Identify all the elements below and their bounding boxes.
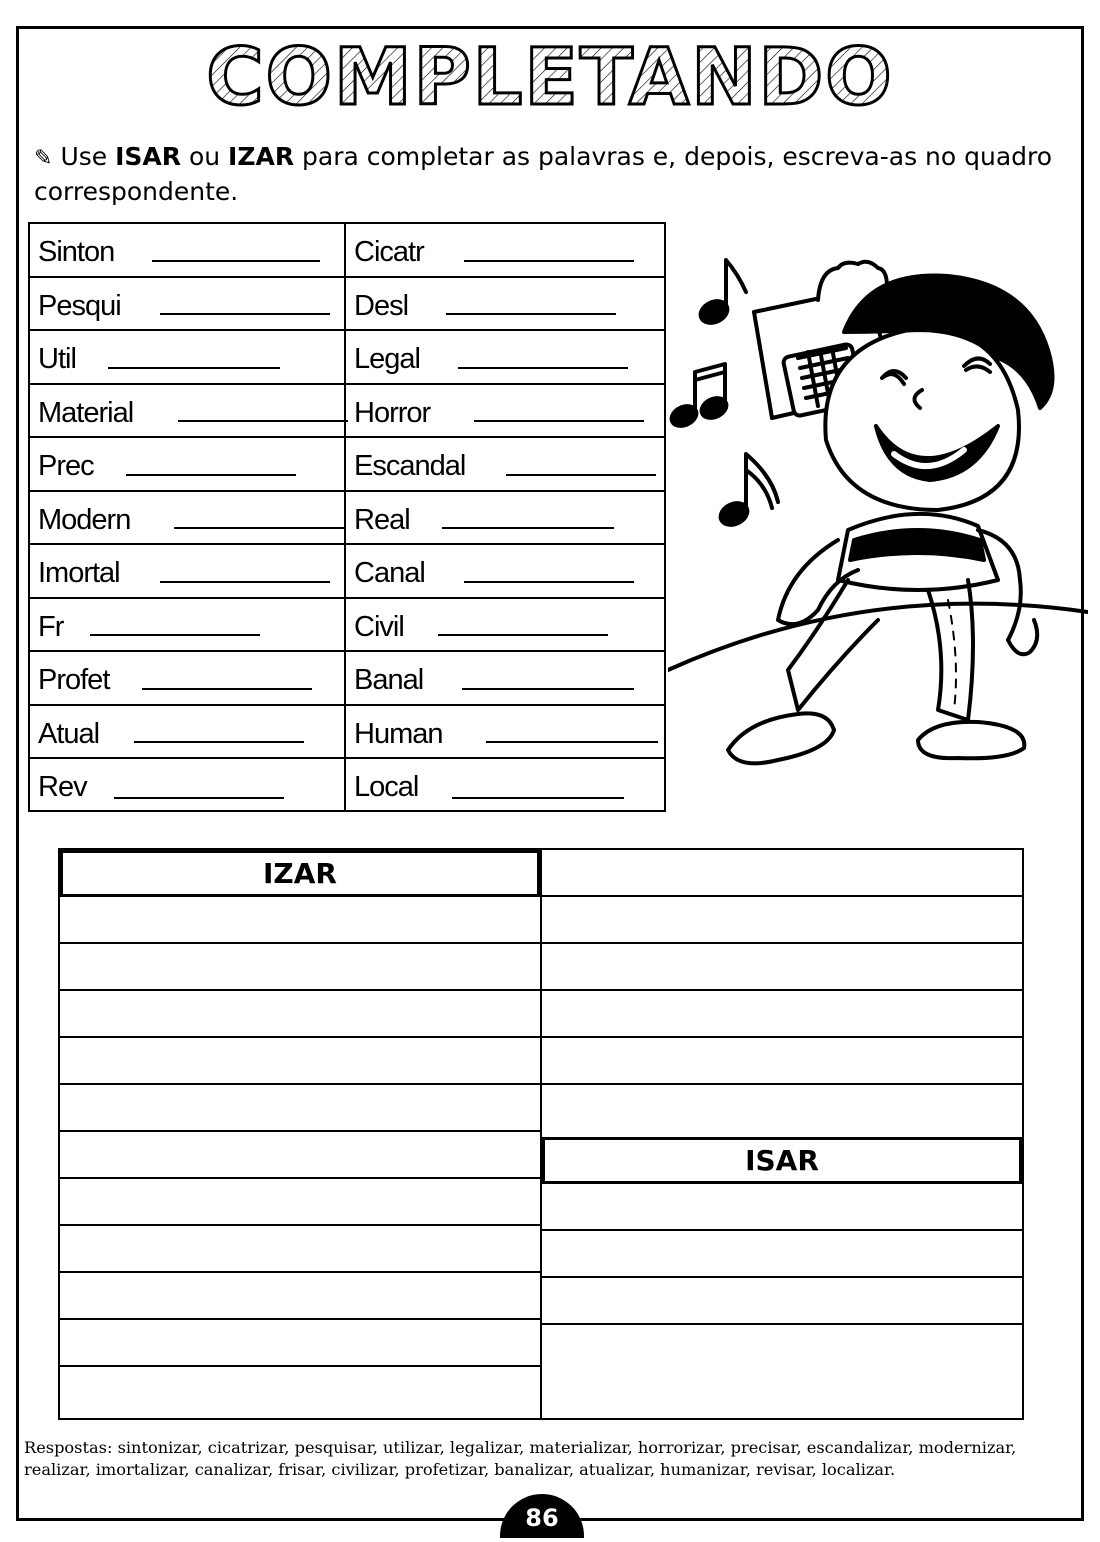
pencil-icon: ✎ <box>34 146 53 171</box>
word-row <box>30 492 344 546</box>
word-column-right <box>346 224 664 810</box>
page-title <box>200 30 900 120</box>
word-blank[interactable] <box>174 527 346 529</box>
word-stem: Atual <box>38 717 100 750</box>
word-stem: Modern <box>38 503 131 536</box>
word-row <box>30 652 344 706</box>
write-line[interactable] <box>542 991 1022 1038</box>
word-stem: Fr <box>38 610 64 643</box>
word-row <box>30 331 344 385</box>
svg-text:COMPLETANDO: COMPLETANDO <box>206 33 894 120</box>
write-line[interactable] <box>60 991 540 1038</box>
izar-column <box>60 850 542 1418</box>
word-blank[interactable] <box>452 797 624 799</box>
word-blank[interactable] <box>114 797 284 799</box>
word-row <box>30 224 344 278</box>
answers-label: Respostas: <box>24 1438 113 1457</box>
word-stem: Profet <box>38 664 110 696</box>
write-line[interactable] <box>60 1038 540 1085</box>
word-stem: Util <box>38 343 76 375</box>
word-stem: Canal <box>354 557 425 589</box>
word-blank[interactable] <box>134 741 304 743</box>
word-stem: Prec <box>38 450 94 482</box>
write-line[interactable] <box>60 1132 540 1179</box>
word-stem: Banal <box>354 664 424 696</box>
write-line[interactable] <box>60 1320 540 1367</box>
write-line[interactable] <box>60 1179 540 1226</box>
word-stem: Human <box>354 717 443 750</box>
word-blank[interactable] <box>486 741 658 743</box>
write-line[interactable] <box>542 897 1022 944</box>
word-blank[interactable] <box>160 581 330 583</box>
write-line[interactable] <box>60 944 540 991</box>
word-stem: Desl <box>354 289 409 322</box>
word-completion-table <box>28 222 666 812</box>
word-stem: Rev <box>38 771 87 803</box>
word-row <box>346 759 664 813</box>
write-line[interactable] <box>542 1184 1022 1231</box>
word-row <box>30 545 344 599</box>
word-blank[interactable] <box>142 688 312 690</box>
word-row <box>30 438 344 492</box>
isar-header: ISAR <box>542 1137 1022 1184</box>
word-row <box>346 224 664 278</box>
word-stem: Material <box>38 396 134 429</box>
word-blank[interactable] <box>506 474 656 476</box>
word-row <box>346 652 664 706</box>
write-line[interactable] <box>60 1226 540 1273</box>
page-number: 86 <box>500 1494 584 1538</box>
word-row <box>346 599 664 653</box>
write-line[interactable] <box>542 1038 1022 1085</box>
word-row <box>30 759 344 813</box>
word-stem: Local <box>354 771 419 803</box>
write-line[interactable] <box>542 1085 1022 1137</box>
word-row <box>30 385 344 439</box>
word-blank[interactable] <box>462 688 634 690</box>
word-row <box>30 706 344 760</box>
word-blank[interactable] <box>90 634 260 636</box>
word-row <box>346 438 664 492</box>
word-stem: Imortal <box>38 557 120 589</box>
word-blank[interactable] <box>108 367 280 369</box>
word-stem: Horror <box>354 396 431 429</box>
word-stem: Sinton <box>38 236 115 268</box>
word-stem: Escandal <box>354 450 466 482</box>
write-line[interactable] <box>542 1278 1022 1325</box>
word-blank[interactable] <box>464 260 634 262</box>
word-stem: Cicatr <box>354 236 424 268</box>
boy-with-radio-illustration <box>668 240 1088 810</box>
word-row <box>346 278 664 332</box>
word-blank[interactable] <box>464 581 634 583</box>
music-note-icon <box>697 260 746 327</box>
word-blank[interactable] <box>458 367 628 369</box>
write-line[interactable] <box>60 1273 540 1320</box>
write-line[interactable] <box>542 1231 1022 1278</box>
word-column-left <box>30 224 346 810</box>
word-blank[interactable] <box>126 474 296 476</box>
word-stem: Legal <box>354 343 420 375</box>
write-line[interactable] <box>542 1325 1022 1372</box>
word-row <box>346 492 664 546</box>
word-blank[interactable] <box>446 313 616 315</box>
word-row <box>346 706 664 760</box>
answer-key <box>24 1437 1084 1481</box>
sorting-table <box>58 848 1024 1420</box>
word-stem: Real <box>354 503 410 536</box>
word-stem: Civil <box>354 610 404 643</box>
word-stem: Pesqui <box>38 289 121 322</box>
word-blank[interactable] <box>178 420 348 422</box>
izar-header: IZAR <box>60 850 540 897</box>
word-row <box>346 385 664 439</box>
word-row <box>30 278 344 332</box>
word-row <box>346 545 664 599</box>
music-note-icon <box>717 454 778 529</box>
word-blank[interactable] <box>442 527 614 529</box>
write-line[interactable] <box>60 1085 540 1132</box>
word-blank[interactable] <box>474 420 644 422</box>
answers-text: sintonizar, cicatrizar, pesquisar, utilizar, legalizar, materializar, horrorizar, precisar, escandalizar, modernizar, realizar, imortalizar, canalizar, frisar, civilizar, profetizar, banalizar, atualizar, humanizar, revisar, localizar. <box>24 1438 1017 1479</box>
word-blank[interactable] <box>152 260 320 262</box>
write-line[interactable] <box>542 850 1022 897</box>
right-column <box>542 850 1022 1418</box>
word-blank[interactable] <box>160 313 330 315</box>
write-line[interactable] <box>60 897 540 944</box>
instruction-text: ✎ Use ISAR ou IZAR para completar as palavras e, depois, escreva-as no quadro correspondente. <box>34 142 1053 206</box>
word-row <box>346 331 664 385</box>
music-note-icon <box>668 364 729 430</box>
write-line[interactable] <box>542 944 1022 991</box>
word-row <box>30 599 344 653</box>
write-line[interactable] <box>60 1367 540 1414</box>
word-blank[interactable] <box>438 634 608 636</box>
